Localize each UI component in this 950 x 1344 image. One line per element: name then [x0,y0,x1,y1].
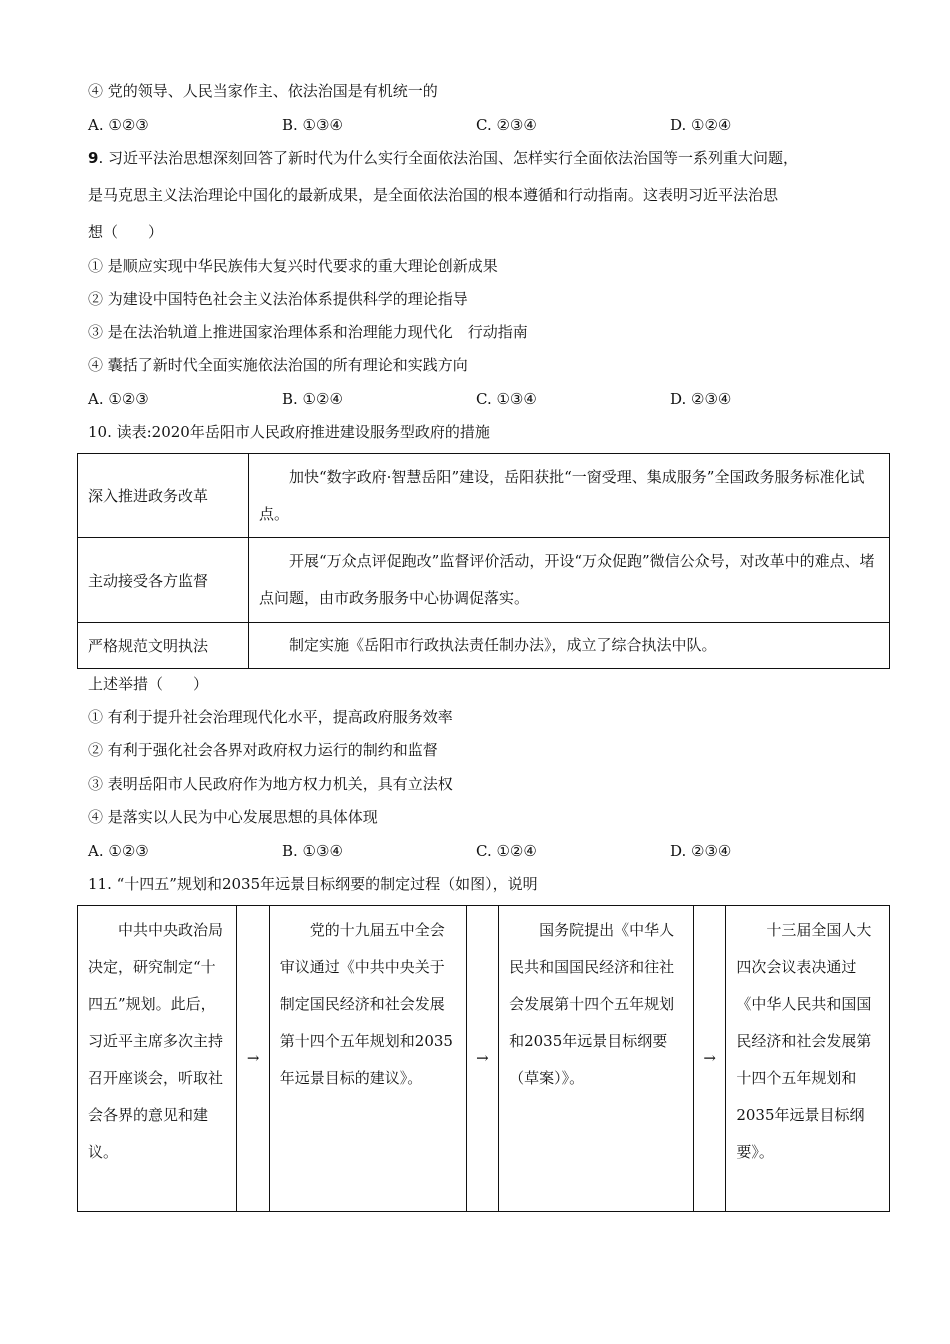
q9-stem-line-3: 想（ ） [88,223,164,241]
arrow-right-icon: → [694,906,726,1212]
q10-row-text: 加快“数字政府·智慧岳阳”建设，岳阳获批“一窗受理、集成服务”全国政务服务标准化试点。 [249,454,890,538]
q9-item-1: ① 是顺应实现中华民族伟大复兴时代要求的重大理论创新成果 [88,257,498,275]
q8-option-d[interactable]: D. ①②④ [670,116,732,134]
q10-item-2: ② 有利于强化社会各界对政府权力运行的制约和监督 [88,741,438,759]
q11-step-4: 十三届全国人大四次会议表决通过《中华人民共和国国民经济和社会发展第十四个五年规划和2035年远景目标纲要》。 [726,906,890,1212]
q9-stem-line-2: 是马克思主义法治理论中国化的最新成果，是全面依法治国的根本遵循和行动指南。这表明习近平法治思 [88,186,779,204]
table-row [78,538,890,623]
q9-option-b[interactable]: B. ①②④ [282,390,343,408]
q11-flow-table [77,905,890,1212]
q9-number: 9 [88,149,99,167]
table-row [78,906,890,1212]
q11-stem: 11. “十四五”规划和2035年远景目标纲要的制定过程（如图），说明 [88,875,538,893]
arrow-right-icon: → [237,906,269,1212]
q9-item-4: ④ 囊括了新时代全面实施依法治国的所有理论和实践方向 [88,356,468,374]
q10-row-label: 深入推进政务改革 [78,454,249,538]
q10-option-c[interactable]: C. ①②④ [476,842,537,860]
q10-follow: 上述举措（ ） [88,675,209,693]
q11-step-1: 中共中央政治局决定，研究制定“十四五”规划。此后，习近平主席多次主持召开座谈会，听取社会各界的意见和建议。 [78,906,237,1212]
q11-step-3: 国务院提出《中华人民共和国国民经济和往社会发展第十四个五年规划和2035年远景目标纲要（草案）》。 [499,906,694,1212]
q10-item-1: ① 有利于提升社会治理现代化水平，提高政府服务效率 [88,708,453,726]
q10-option-a[interactable]: A. ①②③ [88,842,149,860]
q10-option-b[interactable]: B. ①③④ [282,842,343,860]
q10-row-text: 开展“万众点评促跑改”监督评价活动，开设“万众促跑”微信公众号，对改革中的难点、堵点问题，由市政务服务中心协调促落实。 [249,538,890,623]
q8-option-a[interactable]: A. ①②③ [88,116,149,134]
q8-options [88,115,868,135]
q9-option-d[interactable]: D. ②③④ [670,390,732,408]
q10-table [77,453,890,669]
table-row [78,623,890,669]
q9-item-3: ③ 是在法治轨道上推进国家治理体系和治理能力现代化 行动指南 [88,323,528,341]
q10-row-label: 严格规范文明执法 [78,623,249,669]
q11-step-2: 党的十九届五中全会审议通过《中共中央关于制定国民经济和社会发展第十四个五年规划和2035年远景目标的建议》。 [269,906,466,1212]
q9-option-a[interactable]: A. ①②③ [88,390,149,408]
q10-stem: 10. 读表:2020年岳阳市人民政府推进建设服务型政府的措施 [88,423,490,441]
q8-option-b[interactable]: B. ①③④ [282,116,343,134]
q10-item-4: ④ 是落实以人民为中心发展思想的具体体现 [88,808,378,826]
table-row [78,454,890,538]
q9-stem-line-1 [88,148,798,168]
q10-option-d[interactable]: D. ②③④ [670,842,732,860]
q9-option-c[interactable]: C. ①③④ [476,390,537,408]
q9-stem-text: . 习近平法治思想深刻回答了新时代为什么实行全面依法治国、怎样实行全面依法治国等一系列重大问题， [98,149,798,167]
arrow-right-icon: → [466,906,498,1212]
q8-option-c[interactable]: C. ②③④ [476,116,537,134]
q8-item-4: ④ 党的领导、人民当家作主、依法治国是有机统一的 [88,82,438,100]
q9-options [88,389,868,409]
q10-options [88,841,868,861]
q9-item-2: ② 为建设中国特色社会主义法治体系提供科学的理论指导 [88,290,468,308]
q10-row-text: 制定实施《岳阳市行政执法责任制办法》，成立了综合执法中队。 [249,623,890,669]
q10-row-label: 主动接受各方监督 [78,538,249,623]
q10-item-3: ③ 表明岳阳市人民政府作为地方权力机关，具有立法权 [88,775,453,793]
